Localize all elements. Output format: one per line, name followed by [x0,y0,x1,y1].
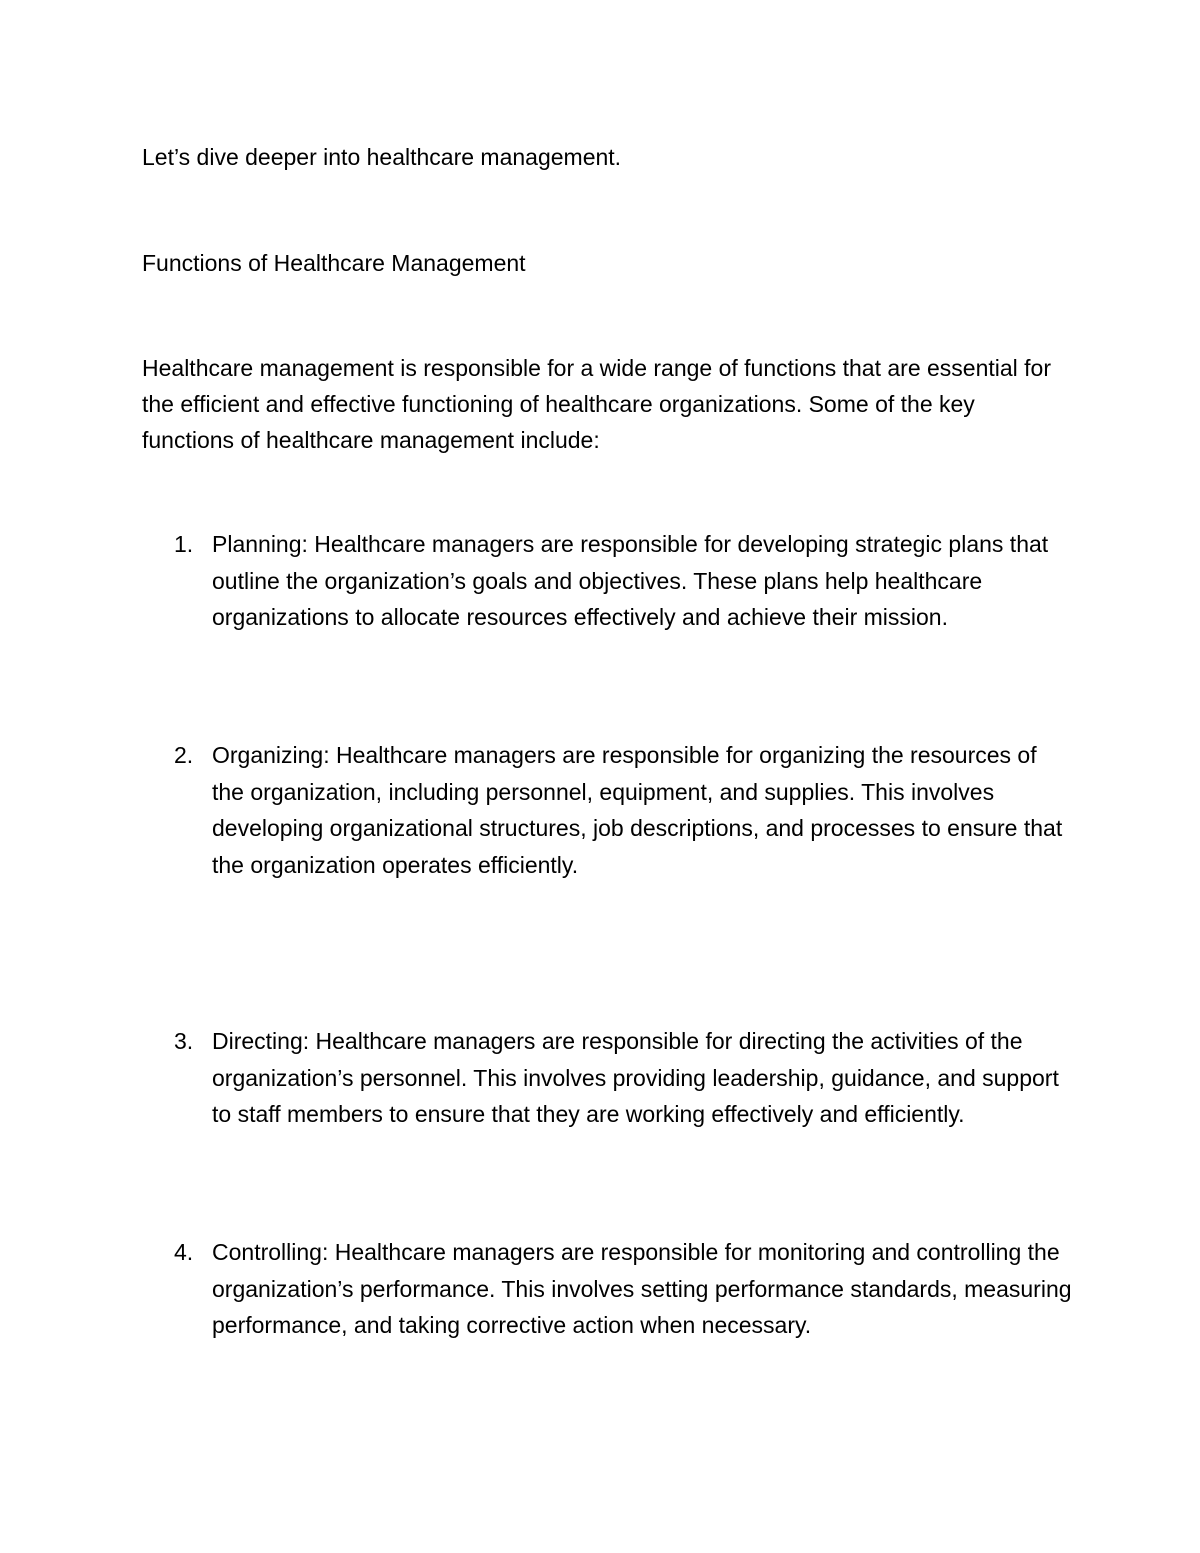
list-item-planning [142,526,1072,636]
list-item-controlling [142,1234,1072,1344]
list-item-organizing [142,737,1072,883]
section-heading: Functions of Healthcare Management [142,250,526,276]
list-number: 1. [174,531,194,557]
list-item-text: Controlling: Healthcare managers are responsible for monitoring and controlling the organization’s performance. This involves setting performance standards, measuring performance, and taking corrective action when necessary. [212,1239,1072,1338]
intro-paragraph: Healthcare management is responsible for a wide range of functions that are essential for the efficient and effective functioning of healthcare organizations. Some of the key functions of healthcare management include: [142,355,1052,453]
list-number: 3. [174,1028,194,1054]
list-item-text: Directing: Healthcare managers are responsible for directing the activities of the organization’s personnel. This involves providing leadership, guidance, and support to staff members to ensure that they are working effectively and efficiently. [212,1028,1059,1127]
list-number: 4. [174,1239,194,1265]
list-item-text: Planning: Healthcare managers are responsible for developing strategic plans that outline the organization’s goals and objectives. These plans help healthcare organizations to allocate resources effectively and achieve their mission. [212,531,1049,630]
intro-text: Let’s dive deeper into healthcare management. [142,144,622,170]
list-number: 2. [174,742,194,768]
list-item-text: Organizing: Healthcare managers are responsible for organizing the resources of the organization, including personnel, equipment, and supplies. This involves developing organizational structures, job descriptions, and processes to ensure that the organization operates efficiently. [212,742,1063,878]
list-item-directing [142,1023,1072,1133]
